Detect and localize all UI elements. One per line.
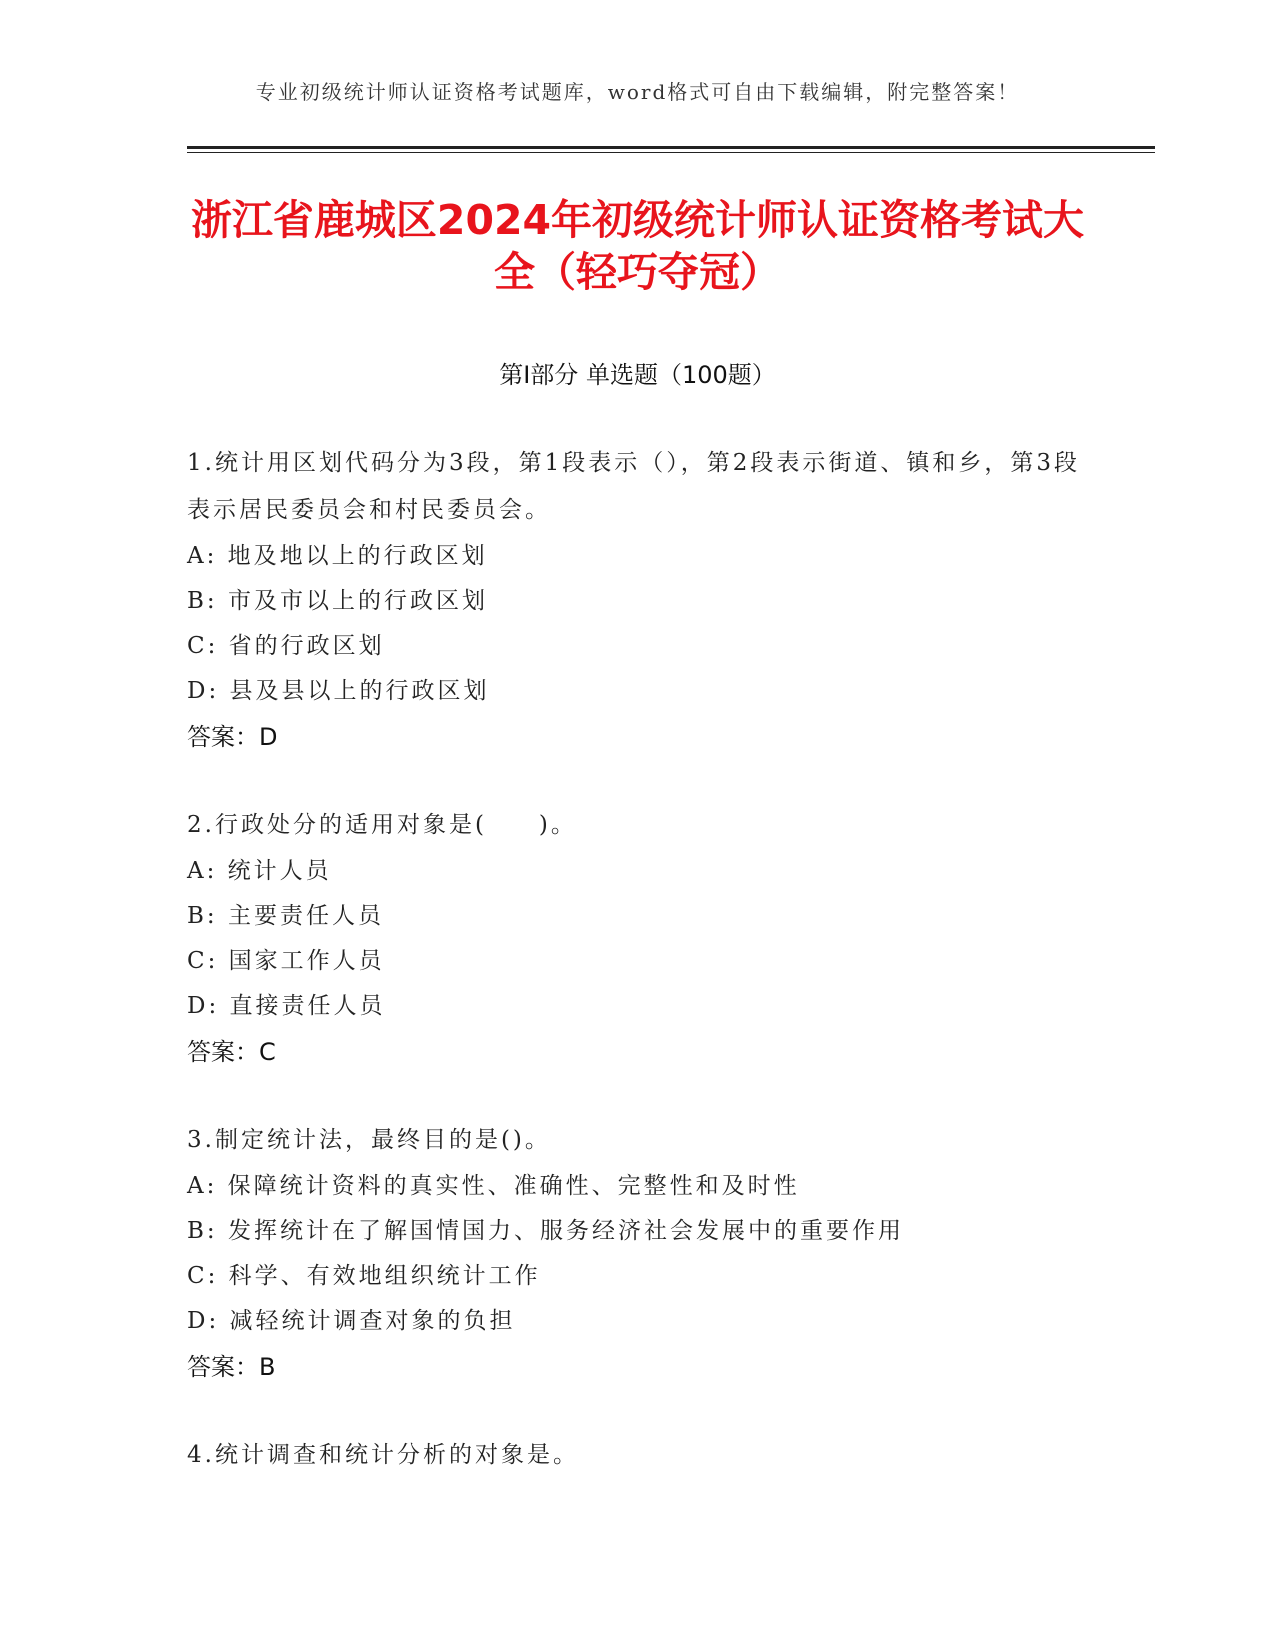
option-c: C: 国家工作人员 (187, 948, 385, 974)
option-c: C: 省的行政区划 (187, 633, 385, 659)
question-list (187, 440, 1087, 1521)
option-a: A: 地及地以上的行政区划 (187, 543, 488, 569)
question-1 (187, 440, 1087, 760)
option-b: B: 发挥统计在了解国情国力、服务经济社会发展中的重要作用 (187, 1218, 904, 1244)
question-2 (187, 802, 1087, 1075)
answer-line: 答案：D (187, 723, 278, 751)
header-divider-thick (187, 146, 1155, 149)
document-title: 浙江省鹿城区2024年初级统计师认证资格考试大全（轻巧夺冠） (190, 196, 1085, 296)
option-d: D: 县及县以上的行政区划 (187, 678, 490, 704)
header-note: 专业初级统计师认证资格考试题库，word格式可自由下载编辑，附完整答案！ (255, 80, 1020, 104)
answer-line: 答案：C (187, 1038, 276, 1066)
option-b: B: 主要责任人员 (187, 903, 384, 929)
question-stem: 1.统计用区划代码分为3段，第1段表示（），第2段表示街道、镇和乡，第3段表示居民委员会和村民委员会。 (187, 450, 1080, 523)
answer-line: 答案：B (187, 1353, 276, 1381)
option-d: D: 减轻统计调查对象的负担 (187, 1308, 516, 1334)
section-heading: 第Ⅰ部分 单选题（100题） (499, 361, 776, 389)
question-stem: 4.统计调查和统计分析的对象是。 (187, 1442, 579, 1468)
option-d: D: 直接责任人员 (187, 993, 386, 1019)
question-3 (187, 1117, 1087, 1390)
question-stem: 2.行政处分的适用对象是( )。 (187, 812, 577, 838)
question-4 (187, 1432, 1087, 1479)
question-stem: 3.制定统计法，最终目的是()。 (187, 1127, 551, 1153)
option-b: B: 市及市以上的行政区划 (187, 588, 488, 614)
option-a: A: 保障统计资料的真实性、准确性、完整性和及时性 (187, 1173, 800, 1199)
option-c: C: 科学、有效地组织统计工作 (187, 1263, 541, 1289)
option-a: A: 统计人员 (187, 858, 332, 884)
header-divider-thin (187, 152, 1155, 153)
